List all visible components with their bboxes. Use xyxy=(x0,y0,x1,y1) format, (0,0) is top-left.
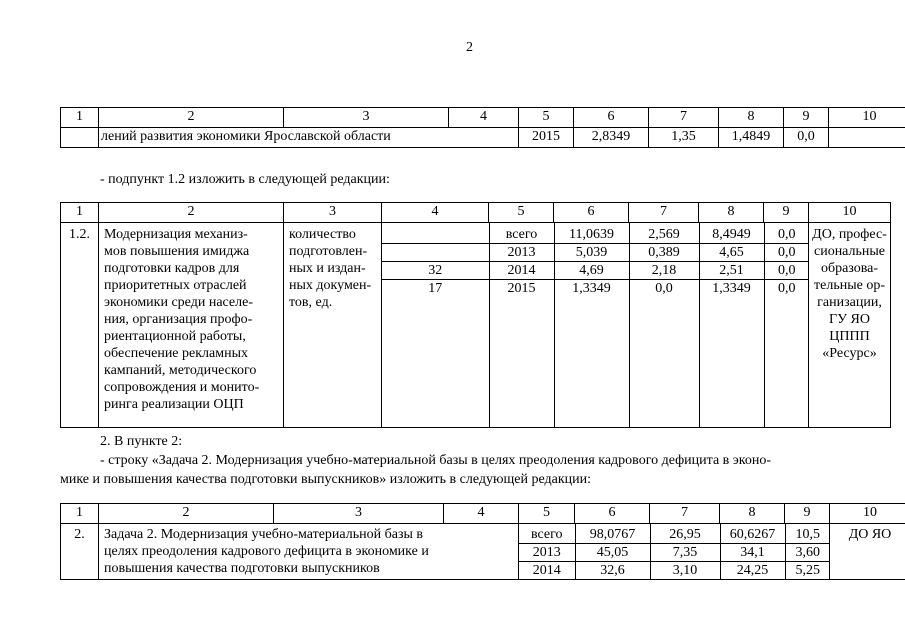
cell-year: 2014 xyxy=(489,262,554,280)
paragraph-point-2: 2. В пункте 2: xyxy=(100,434,183,449)
cell-total: 11,0639 xyxy=(554,223,629,244)
cell-finance-block xyxy=(519,524,830,580)
header-cell: 1 xyxy=(61,108,99,128)
header-cell: 6 xyxy=(575,504,650,524)
exec-line: ганизации, xyxy=(817,295,882,310)
desc-line: Модернизация механиз- xyxy=(104,227,248,242)
desc-line: целях преодоления кадрового дефицита в экономике и xyxy=(104,544,429,559)
cell-indicator xyxy=(284,223,382,428)
indicator-line: ных и издан- xyxy=(289,261,366,276)
header-cell: 5 xyxy=(519,504,575,524)
exec-line: «Ресурс» xyxy=(822,346,877,361)
cell-val: 4,65 xyxy=(699,244,764,262)
desc-line: экономики среди населе- xyxy=(104,295,253,310)
table-header-row xyxy=(61,203,891,223)
cell-val: 3,10 xyxy=(650,562,720,580)
cell-val: 0,389 xyxy=(629,244,699,262)
header-cell: 3 xyxy=(274,504,444,524)
indicator-line: подготовлен- xyxy=(289,244,368,259)
cell-val: 2,51 xyxy=(699,262,764,280)
cell-val: 1,4849 xyxy=(719,128,784,148)
page-number: 2 xyxy=(466,40,473,55)
header-cell: 10 xyxy=(830,504,905,524)
cell-total: 45,05 xyxy=(575,544,650,562)
cell-val: 5,25 xyxy=(795,563,820,578)
indicator-line: тов, ед. xyxy=(289,295,333,310)
exec-line: ГУ ЯО xyxy=(829,312,870,327)
cell-year: всего xyxy=(519,524,575,544)
cell-val: 24,25 xyxy=(720,562,785,580)
paragraph-line-1: - строку «Задача 2. Модернизация учебно-материальной базы в целях преодоления кадрового дефицита в эконо- xyxy=(100,453,772,468)
cell-num: 1.2. xyxy=(61,223,99,428)
header-cell: 5 xyxy=(519,108,574,128)
exec-line: ДО, профес- xyxy=(812,227,887,242)
desc-line: кампаний, методического xyxy=(104,363,257,378)
cell-val: 0,0 xyxy=(764,223,809,244)
desc-line: мов повышения имиджа xyxy=(104,244,250,259)
desc-line: ния, организация профо- xyxy=(104,312,253,327)
header-cell: 1 xyxy=(61,504,99,524)
cell-target xyxy=(382,223,489,244)
cell-desc: лений развития экономики Ярославской области xyxy=(99,128,519,148)
header-cell: 8 xyxy=(719,108,784,128)
cell-exec xyxy=(829,128,905,148)
cell-val: 2,569 xyxy=(629,223,699,244)
cell-year: всего xyxy=(489,223,554,244)
cell-finance-block xyxy=(382,223,809,428)
header-cell: 4 xyxy=(382,203,489,223)
table-header-row xyxy=(61,108,905,128)
indicator-line: количество xyxy=(289,227,356,242)
desc-line: сопровождения и монито- xyxy=(104,380,260,395)
paragraph-line-2: мике и повышения качества подготовки выпускников» изложить в следующей редакции: xyxy=(60,472,591,487)
cell-total: 4,69 xyxy=(554,262,629,280)
indicator-line: ных докумен- xyxy=(289,278,372,293)
cell-val: 0,0 xyxy=(764,262,809,280)
cell-target xyxy=(382,244,489,262)
header-cell: 7 xyxy=(649,108,719,128)
table-row xyxy=(61,128,905,148)
header-cell: 2 xyxy=(99,108,284,128)
exec-line: тельные ор- xyxy=(814,278,885,293)
cell-total: 32,6 xyxy=(575,562,650,580)
table-subpoint-1-2 xyxy=(60,202,891,428)
desc-line: Задача 2. Модернизация учебно-материальной базы в xyxy=(104,527,423,542)
header-cell: 8 xyxy=(720,504,785,524)
cell-val: 0,0 xyxy=(778,281,796,296)
cell-num xyxy=(61,128,99,148)
header-cell: 4 xyxy=(449,108,519,128)
header-cell: 3 xyxy=(284,108,449,128)
cell-year: 2013 xyxy=(519,544,575,562)
header-cell: 7 xyxy=(650,504,720,524)
cell-year: 2013 xyxy=(489,244,554,262)
cell-val: 3,60 xyxy=(785,544,830,562)
cell-val: 2,18 xyxy=(629,262,699,280)
cell-total: 5,039 xyxy=(554,244,629,262)
header-cell: 6 xyxy=(554,203,629,223)
cell-val: 0,0 xyxy=(764,244,809,262)
cell-year: 2015 xyxy=(519,128,574,148)
desc-line: подготовки кадров для xyxy=(104,261,240,276)
cell-val: 60,6267 xyxy=(720,524,785,544)
header-cell: 3 xyxy=(284,203,382,223)
cell-exec: ДО ЯО xyxy=(830,524,905,580)
header-cell: 9 xyxy=(764,203,809,223)
desc-line: обеспечение рекламных xyxy=(104,346,248,361)
header-cell: 2 xyxy=(99,203,284,223)
cell-total: 1,3349 xyxy=(554,280,629,427)
header-cell: 10 xyxy=(809,203,891,223)
desc-line: риентационной работы, xyxy=(104,329,246,344)
cell-val: 1,35 xyxy=(649,128,719,148)
header-cell: 5 xyxy=(489,203,554,223)
table-task-2 xyxy=(60,503,905,580)
cell-val: 8,4949 xyxy=(699,223,764,244)
header-cell: 7 xyxy=(629,203,699,223)
cell-target: 17 xyxy=(382,280,489,427)
cell-val: 7,35 xyxy=(650,544,720,562)
cell-val: 0,0 xyxy=(629,280,699,427)
cell-exec xyxy=(809,223,891,428)
cell-target: 32 xyxy=(382,262,489,280)
cell-val: 34,1 xyxy=(720,544,785,562)
cell-total: 2,8349 xyxy=(574,128,649,148)
cell-year: 2015 xyxy=(489,280,554,427)
desc-line: приоритетных отраслей xyxy=(104,278,247,293)
exec-line: сиональные xyxy=(813,244,886,259)
cell-val: 0,0 xyxy=(784,128,829,148)
table-header-row xyxy=(61,504,905,524)
table-continuation xyxy=(60,107,905,148)
table-row xyxy=(61,524,905,580)
cell-val: 26,95 xyxy=(650,524,720,544)
header-cell: 1 xyxy=(61,203,99,223)
desc-line: повышения качества подготовки выпускников xyxy=(104,561,380,576)
exec-line: ЦППП xyxy=(829,329,870,344)
cell-num: 2. xyxy=(61,524,99,580)
exec-line: образова- xyxy=(820,261,879,276)
cell-val: 10,5 xyxy=(785,524,830,544)
table-row xyxy=(61,223,891,428)
header-cell: 4 xyxy=(444,504,519,524)
header-cell: 9 xyxy=(785,504,830,524)
cell-year: 2014 xyxy=(519,562,575,580)
desc-line: ринга реализации ОЦП xyxy=(104,397,244,412)
cell-desc xyxy=(99,223,284,428)
header-cell: 9 xyxy=(784,108,829,128)
header-cell: 10 xyxy=(829,108,905,128)
header-cell: 8 xyxy=(699,203,764,223)
cell-val: 1,3349 xyxy=(699,280,764,427)
paragraph-subpoint: - подпункт 1.2 изложить в следующей редакции: xyxy=(100,172,390,187)
header-cell: 2 xyxy=(99,504,274,524)
header-cell: 6 xyxy=(574,108,649,128)
cell-total: 98,0767 xyxy=(575,524,650,544)
cell-desc xyxy=(99,524,519,580)
